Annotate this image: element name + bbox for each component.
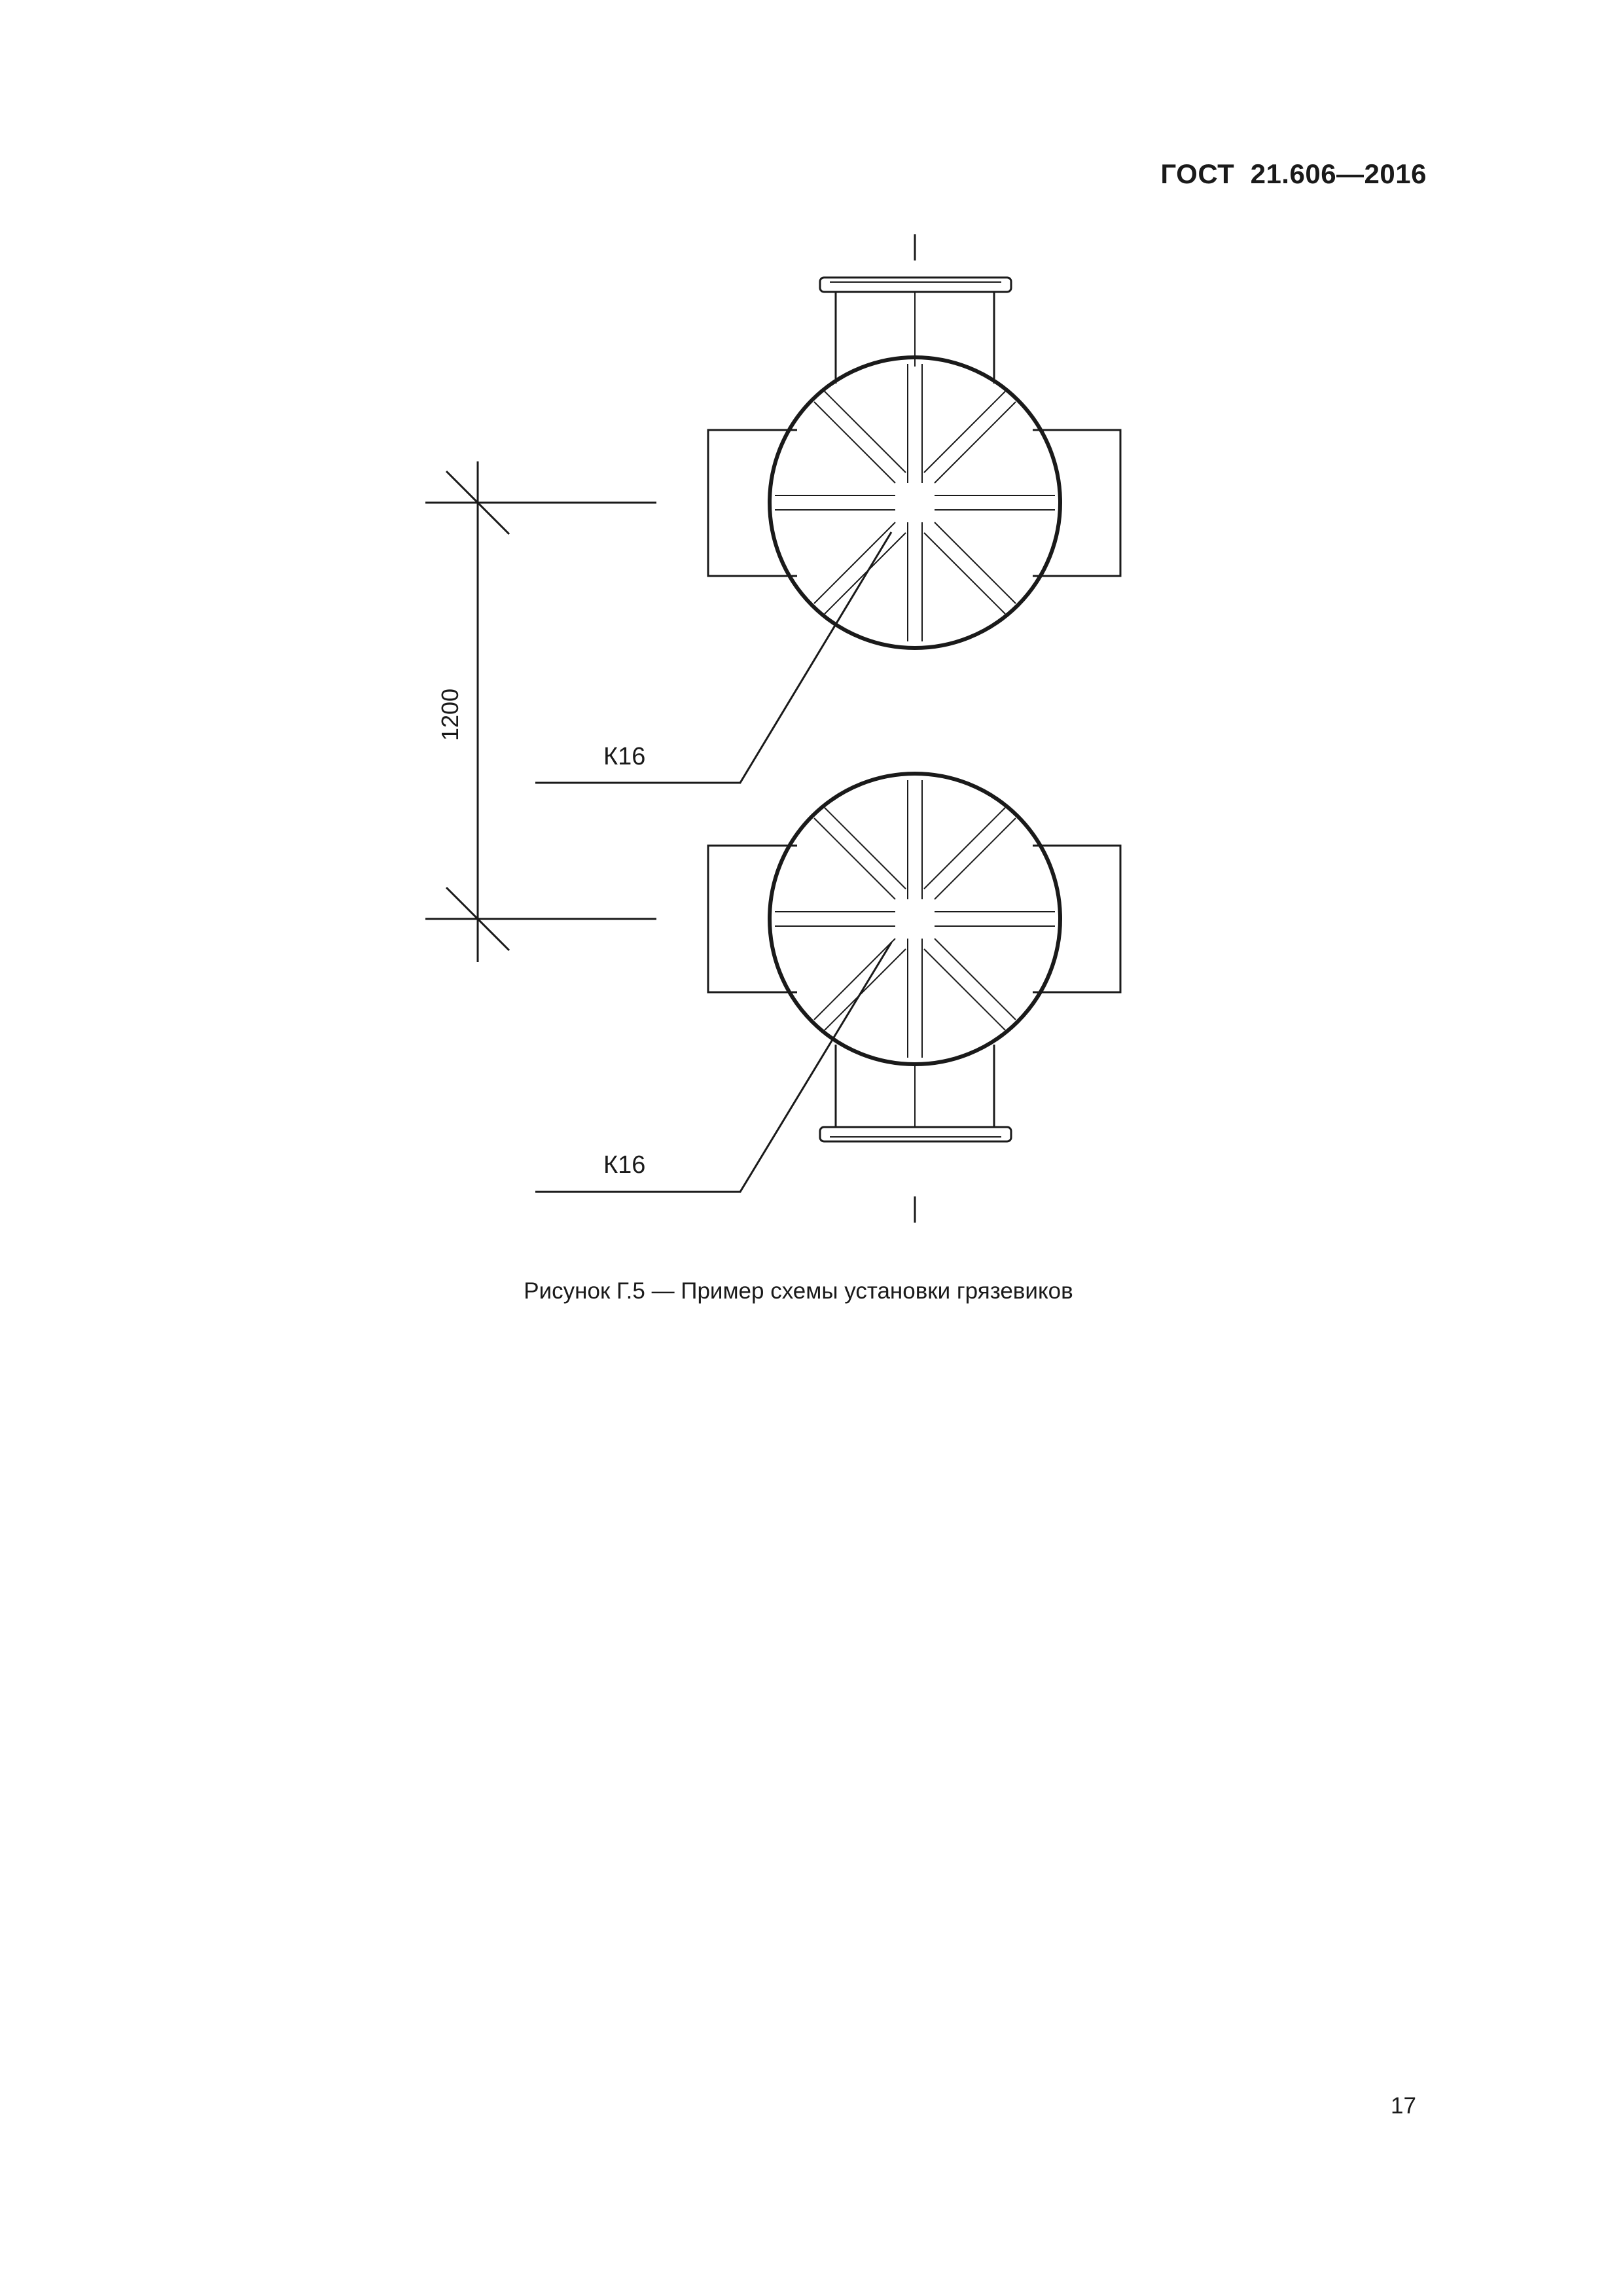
dimension-value: 1200 — [437, 688, 463, 742]
figure-caption: Рисунок Г.5 — Пример схемы установки грязевиков — [524, 1278, 1073, 1304]
leader-line-lower — [535, 942, 891, 1192]
side-pipe-left — [708, 846, 797, 992]
side-pipe-left — [708, 430, 797, 576]
mud-trap-upper — [708, 278, 1120, 648]
callout-label-upper: К16 — [603, 743, 646, 770]
side-pipe-right — [1033, 846, 1120, 992]
callout-label-lower: К16 — [603, 1151, 646, 1179]
document-designation: ГОСТ 21.606—2016 — [1160, 158, 1427, 189]
flange-bottom — [820, 1127, 1011, 1141]
leader-line-upper — [535, 532, 891, 783]
side-pipe-right — [1033, 430, 1120, 576]
page-number: 17 — [1391, 2093, 1416, 2119]
flange-top — [820, 278, 1011, 292]
mud-trap-lower — [708, 774, 1120, 1141]
mud-trap-body — [770, 357, 1060, 648]
mud-trap-body — [770, 774, 1060, 1064]
